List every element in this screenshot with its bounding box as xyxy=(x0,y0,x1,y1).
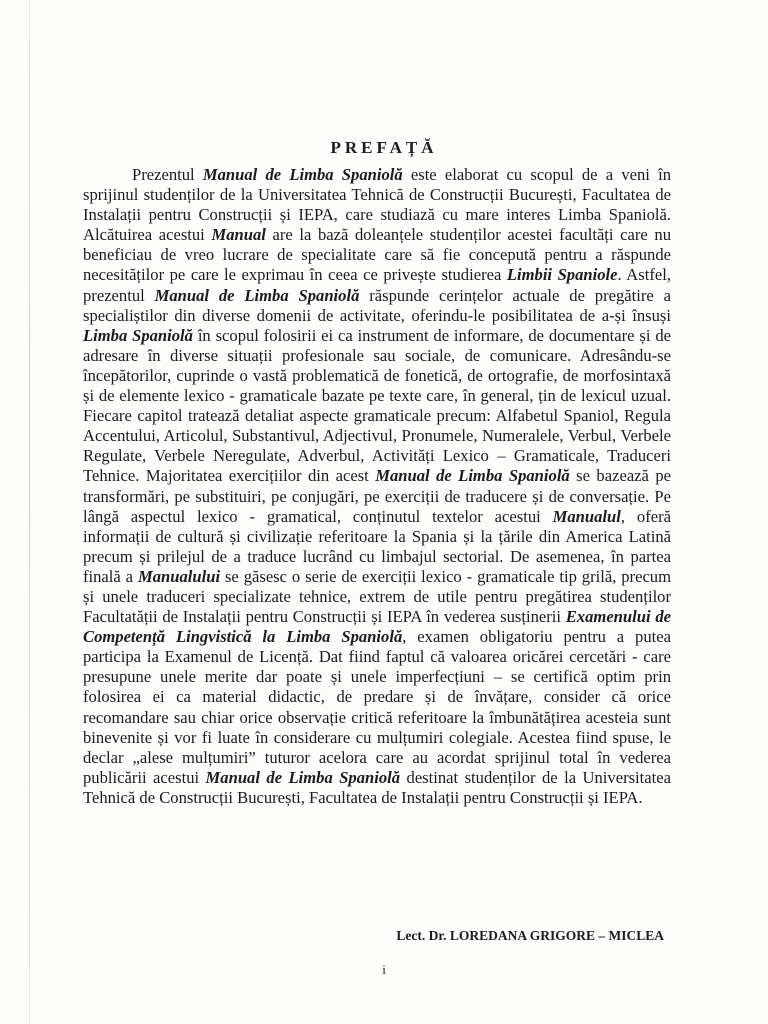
text-run: în scopul folosirii ei ca instrument de informare, de documentare și de adresare în diverse situații profesionale sau sociale, de comunicare. Adresându-se începătorilor, cuprinde o vastă problematică de fonetică, de ortografie, de morfosintaxă și de elemente lexico - gramaticale bazate pe texte care, în general, țin de lexicul uzual. Fiecare capitol tratează detaliat aspecte gramaticale precum: Alfabetul Spaniol, Regula Accentului, Articolul, Substantivul, Adjectivul, Pronumele, Numeralele, Verbul, Verbele Regulate, Verbele Neregulate, Adverbul, Activități Lexico – Gramaticale, Traduceri Tehnice. Majoritatea exercițiilor din acest xyxy=(83,325,671,486)
text-run: se găsesc o serie de exerciții lexico - gramaticale tip grilă, precum și unele traduceri specializate tehnice, extrem de utile pentru pregătirea studenților Facultatății de Instalații pentru Construcții și IEPA în vederea susținerii xyxy=(83,566,672,627)
text-run: este elaborat cu scopul de a veni în sprijinul studenților de la Universitatea Tehnică de Construcții București, Facultatea de Instalații pentru Construcții și IEPA, care studiază cu mare interes Limba Spaniolă. Alcătuirea acestui xyxy=(83,165,671,245)
text-run: are la bază doleanțele studenților acestei facultăți care nu beneficiau de vreo lucrare de specialitate care să fie concepută pentru a răspunde necesităților pe care le exprimau în ceea ce privește studierea xyxy=(83,225,671,285)
text-run: . Astfel, prezentul xyxy=(83,265,671,305)
page-title: PREFAȚĂ xyxy=(330,138,438,157)
emphasized-run: Manual de Limba Spaniolă xyxy=(154,285,360,305)
emphasized-run: Manual xyxy=(211,225,266,245)
text-run: se bazează pe transformări, pe substituiri, pe conjugări, pe exerciții de traducere și de conversație. Pe lângă aspectul lexico - gramatical, conținutul textelor acestui xyxy=(83,466,672,526)
preface-paragraph xyxy=(83,165,671,808)
emphasized-run: Examenului de Competență Lingvistică la Limba Spaniolă xyxy=(83,607,671,647)
text-run: , oferă informații de cultură și civilizație referitoare la Spania și la țările din America Latină precum și prilejul de a traduce lucrând cu limbajul sectorial. De asemenea, în partea finală a xyxy=(83,506,671,586)
emphasized-run: Limba Spaniolă xyxy=(83,325,193,345)
preface-body xyxy=(83,165,671,808)
emphasized-run: Limbii Spaniole xyxy=(506,265,618,285)
author-signature: Lect. Dr. LOREDANA GRIGORE – MICLEA xyxy=(396,928,664,943)
emphasized-run: Manualul xyxy=(552,506,621,526)
text-run: Prezentul xyxy=(132,165,203,184)
page-number: i xyxy=(382,962,386,977)
emphasized-run: Manual de Limba Spaniolă xyxy=(205,767,401,787)
emphasized-run: Manual de Limba Spaniolă xyxy=(375,466,570,486)
text-run: răspunde cerințelor actuale de pregătire a specialiștilor din diverse domenii de activitate, oferindu-le posibilitatea de a-și însuși xyxy=(83,285,671,325)
text-run: , examen obligatoriu pentru a putea participa la Examenul de Licență. Dat fiind faptul că valoarea oricărei cercetări - care presupune unele merite dar poate și unele imperfecțiuni – se certifică optim prin folosirea ei ca material didactic, de predare și de învățare, consider că orice recomandare sau chiar orice observație critică referitoare la îmbunătățirea acesteia sunt binevenite și vor fi luate în considerare cu mulțumiri colegiale. Acestea fiind spuse, le declar „alese mulțumiri” tuturor acelora care au acordat sprijinul total în vederea publicării acestui xyxy=(83,627,671,787)
emphasized-run: Manualului xyxy=(137,566,221,586)
text-run: destinat studenților de la Universitatea Tehnică de Construcții București, Facultatea de Instalații pentru Construcții și IEPA. xyxy=(83,767,671,807)
emphasized-run: Manual de Limba Spaniolă xyxy=(202,165,403,184)
